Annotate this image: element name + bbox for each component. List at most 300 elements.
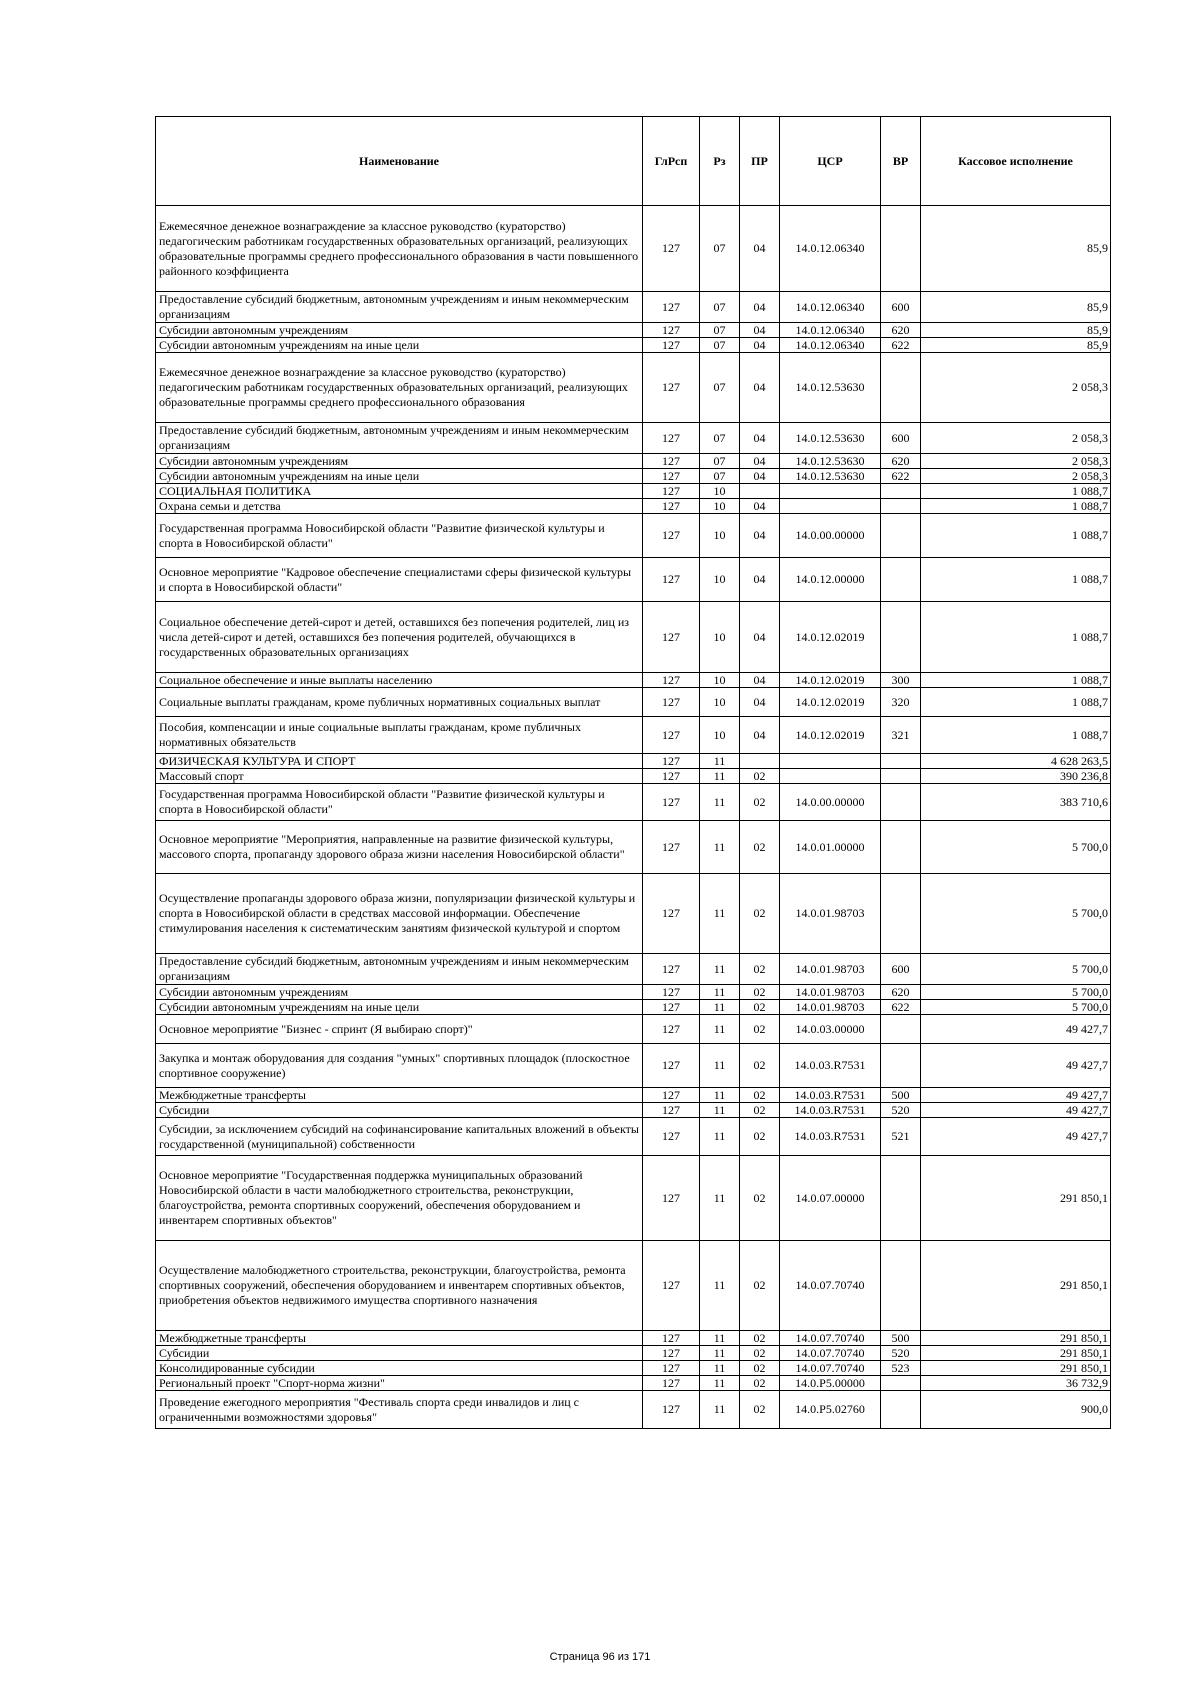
row-vr <box>881 1015 921 1044</box>
row-pr: 04 <box>740 423 780 454</box>
row-glrsp: 127 <box>643 673 700 688</box>
row-pr: 02 <box>740 821 780 874</box>
row-amount: 4 628 263,5 <box>921 754 1111 769</box>
row-vr: 620 <box>881 985 921 1000</box>
row-amount: 291 850,1 <box>921 1241 1111 1331</box>
row-csr: 14.0.03.R7531 <box>780 1118 881 1156</box>
row-glrsp: 127 <box>643 1346 700 1361</box>
row-csr <box>780 484 881 499</box>
table-row <box>156 454 1111 469</box>
row-glrsp: 127 <box>643 821 700 874</box>
header-name: Наименование <box>156 117 643 206</box>
row-glrsp: 127 <box>643 323 700 338</box>
row-glrsp: 127 <box>643 769 700 784</box>
row-rz: 07 <box>700 469 740 484</box>
row-pr: 02 <box>740 769 780 784</box>
row-glrsp: 127 <box>643 688 700 717</box>
row-vr: 622 <box>881 1000 921 1015</box>
row-vr <box>881 821 921 874</box>
row-pr: 02 <box>740 1000 780 1015</box>
row-name: Консолидированные субсидии <box>156 1361 643 1376</box>
row-rz: 07 <box>700 353 740 423</box>
row-pr: 02 <box>740 1376 780 1391</box>
row-glrsp: 127 <box>643 1044 700 1088</box>
row-vr <box>881 1376 921 1391</box>
row-rz: 11 <box>700 1376 740 1391</box>
row-csr: 14.0.00.00000 <box>780 514 881 558</box>
row-csr: 14.0.12.06340 <box>780 206 881 292</box>
row-amount: 49 427,7 <box>921 1088 1111 1103</box>
row-rz: 11 <box>700 985 740 1000</box>
row-pr: 04 <box>740 499 780 514</box>
row-amount: 36 732,9 <box>921 1376 1111 1391</box>
table-row <box>156 353 1111 423</box>
row-rz: 11 <box>700 1118 740 1156</box>
row-vr: 520 <box>881 1103 921 1118</box>
row-name: Ежемесячное денежное вознаграждение за классное руководство (кураторство) педагогическим работникам государственных образовательных организаций, реализующих образовательные программы среднего профессионального образования <box>156 353 643 423</box>
row-name: Социальные выплаты гражданам, кроме публичных нормативных социальных выплат <box>156 688 643 717</box>
row-pr: 02 <box>740 1331 780 1346</box>
table-row <box>156 602 1111 673</box>
row-amount: 291 850,1 <box>921 1156 1111 1241</box>
row-name: Межбюджетные трансферты <box>156 1331 643 1346</box>
row-csr: 14.0.01.98703 <box>780 954 881 985</box>
row-vr: 600 <box>881 292 921 323</box>
table-row <box>156 717 1111 754</box>
row-amount: 1 088,7 <box>921 717 1111 754</box>
row-vr <box>881 874 921 954</box>
table-row <box>156 673 1111 688</box>
table-row <box>156 784 1111 821</box>
row-glrsp: 127 <box>643 1391 700 1429</box>
row-amount: 5 700,0 <box>921 985 1111 1000</box>
row-name: Основное мероприятие "Бизнес - спринт (Я выбираю спорт)" <box>156 1015 643 1044</box>
table-row <box>156 338 1111 353</box>
row-vr: 321 <box>881 717 921 754</box>
row-name: Предоставление субсидий бюджетным, автономным учреждениям и иным некоммерческим организациям <box>156 954 643 985</box>
table-row <box>156 985 1111 1000</box>
row-rz: 11 <box>700 821 740 874</box>
row-rz: 07 <box>700 338 740 353</box>
row-vr <box>881 602 921 673</box>
row-csr: 14.0.12.53630 <box>780 353 881 423</box>
table-row <box>156 484 1111 499</box>
row-glrsp: 127 <box>643 1118 700 1156</box>
row-glrsp: 127 <box>643 754 700 769</box>
row-rz: 11 <box>700 1391 740 1429</box>
row-name: Субсидии автономным учреждениям на иные цели <box>156 338 643 353</box>
row-rz: 07 <box>700 292 740 323</box>
row-csr: 14.0.12.02019 <box>780 717 881 754</box>
table-row <box>156 769 1111 784</box>
row-vr <box>881 499 921 514</box>
row-rz: 07 <box>700 454 740 469</box>
row-pr: 04 <box>740 558 780 602</box>
row-pr: 04 <box>740 688 780 717</box>
row-pr <box>740 484 780 499</box>
row-name: Охрана семьи и детства <box>156 499 643 514</box>
row-amount: 5 700,0 <box>921 954 1111 985</box>
row-amount: 2 058,3 <box>921 454 1111 469</box>
row-pr: 04 <box>740 353 780 423</box>
row-rz: 11 <box>700 1331 740 1346</box>
row-vr <box>881 1391 921 1429</box>
row-vr <box>881 484 921 499</box>
row-amount: 49 427,7 <box>921 1015 1111 1044</box>
row-pr: 04 <box>740 454 780 469</box>
row-rz: 10 <box>700 558 740 602</box>
table-row <box>156 1015 1111 1044</box>
table-row <box>156 206 1111 292</box>
table-row <box>156 688 1111 717</box>
row-csr: 14.0.03.R7531 <box>780 1044 881 1088</box>
row-name: Ежемесячное денежное вознаграждение за классное руководство (кураторство) педагогическим работникам государственных образовательных организаций, реализующих образовательные программы среднего профессионального образования в части повышенного районного коэффициента <box>156 206 643 292</box>
row-name: Основное мероприятие "Кадровое обеспечение специалистами сферы физической культуры и спорта в Новосибирской области" <box>156 558 643 602</box>
row-glrsp: 127 <box>643 985 700 1000</box>
row-csr <box>780 499 881 514</box>
row-pr: 04 <box>740 673 780 688</box>
row-pr: 02 <box>740 954 780 985</box>
row-amount: 49 427,7 <box>921 1118 1111 1156</box>
table-row <box>156 1376 1111 1391</box>
row-vr <box>881 784 921 821</box>
row-rz: 10 <box>700 673 740 688</box>
table-row <box>156 754 1111 769</box>
row-glrsp: 127 <box>643 338 700 353</box>
row-csr <box>780 754 881 769</box>
row-csr: 14.0.07.70740 <box>780 1346 881 1361</box>
row-glrsp: 127 <box>643 602 700 673</box>
row-vr: 620 <box>881 454 921 469</box>
row-pr: 04 <box>740 206 780 292</box>
row-pr: 04 <box>740 514 780 558</box>
row-name: Предоставление субсидий бюджетным, автономным учреждениям и иным некоммерческим организациям <box>156 423 643 454</box>
row-vr: 521 <box>881 1118 921 1156</box>
row-csr: 14.0.01.98703 <box>780 985 881 1000</box>
row-name: Предоставление субсидий бюджетным, автономным учреждениям и иным некоммерческим организациям <box>156 292 643 323</box>
row-vr <box>881 754 921 769</box>
row-glrsp: 127 <box>643 353 700 423</box>
row-amount: 85,9 <box>921 292 1111 323</box>
row-glrsp: 127 <box>643 1331 700 1346</box>
row-pr: 04 <box>740 717 780 754</box>
budget-table <box>155 116 1111 1429</box>
row-rz: 11 <box>700 1044 740 1088</box>
row-rz: 11 <box>700 1156 740 1241</box>
row-rz: 10 <box>700 717 740 754</box>
table-row <box>156 1044 1111 1088</box>
row-amount: 85,9 <box>921 338 1111 353</box>
row-amount: 1 088,7 <box>921 688 1111 717</box>
row-glrsp: 127 <box>643 954 700 985</box>
row-pr: 02 <box>740 1391 780 1429</box>
table-row <box>156 1361 1111 1376</box>
row-csr: 14.0.03.00000 <box>780 1015 881 1044</box>
header-pr: ПР <box>740 117 780 206</box>
row-pr: 04 <box>740 602 780 673</box>
row-vr: 320 <box>881 688 921 717</box>
row-name: Социальное обеспечение и иные выплаты населению <box>156 673 643 688</box>
row-glrsp: 127 <box>643 514 700 558</box>
row-glrsp: 127 <box>643 469 700 484</box>
row-glrsp: 127 <box>643 1156 700 1241</box>
header-amount: Кассовое исполнение <box>921 117 1111 206</box>
row-vr: 300 <box>881 673 921 688</box>
row-csr: 14.0.12.02019 <box>780 673 881 688</box>
row-rz: 11 <box>700 954 740 985</box>
row-vr: 600 <box>881 954 921 985</box>
row-vr <box>881 1156 921 1241</box>
row-name: Субсидии автономным учреждениям на иные цели <box>156 1000 643 1015</box>
row-glrsp: 127 <box>643 1241 700 1331</box>
table-row <box>156 1103 1111 1118</box>
row-rz: 11 <box>700 874 740 954</box>
row-glrsp: 127 <box>643 499 700 514</box>
row-glrsp: 127 <box>643 1376 700 1391</box>
row-rz: 11 <box>700 1346 740 1361</box>
table-row <box>156 1391 1111 1429</box>
row-pr: 02 <box>740 985 780 1000</box>
row-pr <box>740 754 780 769</box>
row-csr: 14.0.07.00000 <box>780 1156 881 1241</box>
table-row <box>156 1331 1111 1346</box>
row-vr <box>881 206 921 292</box>
row-rz: 11 <box>700 1361 740 1376</box>
row-csr: 14.0.01.98703 <box>780 1000 881 1015</box>
table-row <box>156 874 1111 954</box>
row-csr: 14.0.12.06340 <box>780 338 881 353</box>
table-row <box>156 292 1111 323</box>
row-csr: 14.0.12.02019 <box>780 688 881 717</box>
row-amount: 1 088,7 <box>921 602 1111 673</box>
page-footer: Страница 96 из 171 <box>549 1651 651 1663</box>
row-pr: 02 <box>740 1103 780 1118</box>
table-row <box>156 821 1111 874</box>
row-name: Пособия, компенсации и иные социальные выплаты гражданам, кроме публичных нормативных обязательств <box>156 717 643 754</box>
row-glrsp: 127 <box>643 1103 700 1118</box>
row-csr: 14.0.12.00000 <box>780 558 881 602</box>
row-rz: 11 <box>700 754 740 769</box>
row-amount: 2 058,3 <box>921 469 1111 484</box>
row-pr: 02 <box>740 1156 780 1241</box>
row-name: СОЦИАЛЬНАЯ ПОЛИТИКА <box>156 484 643 499</box>
row-rz: 10 <box>700 602 740 673</box>
row-glrsp: 127 <box>643 1000 700 1015</box>
row-name: Субсидии автономным учреждениям на иные цели <box>156 469 643 484</box>
row-vr <box>881 769 921 784</box>
row-csr: 14.0.07.70740 <box>780 1361 881 1376</box>
row-rz: 11 <box>700 1000 740 1015</box>
row-vr: 520 <box>881 1346 921 1361</box>
row-csr: 14.0.03.R7531 <box>780 1088 881 1103</box>
row-glrsp: 127 <box>643 558 700 602</box>
row-amount: 1 088,7 <box>921 558 1111 602</box>
row-amount: 5 700,0 <box>921 874 1111 954</box>
header-csr: ЦСР <box>780 117 881 206</box>
row-amount: 1 088,7 <box>921 499 1111 514</box>
row-vr: 500 <box>881 1088 921 1103</box>
row-amount: 85,9 <box>921 323 1111 338</box>
row-csr: 14.0.03.R7531 <box>780 1103 881 1118</box>
row-glrsp: 127 <box>643 206 700 292</box>
row-glrsp: 127 <box>643 874 700 954</box>
table-row <box>156 1118 1111 1156</box>
row-vr: 622 <box>881 338 921 353</box>
row-rz: 10 <box>700 499 740 514</box>
row-amount: 291 850,1 <box>921 1346 1111 1361</box>
row-rz: 11 <box>700 1015 740 1044</box>
row-name: Субсидии автономным учреждениям <box>156 323 643 338</box>
row-amount: 49 427,7 <box>921 1103 1111 1118</box>
row-csr: 14.0.12.06340 <box>780 323 881 338</box>
row-csr <box>780 769 881 784</box>
row-rz: 11 <box>700 784 740 821</box>
row-glrsp: 127 <box>643 292 700 323</box>
row-csr: 14.0.12.53630 <box>780 469 881 484</box>
row-csr: 14.0.12.06340 <box>780 292 881 323</box>
row-amount: 85,9 <box>921 206 1111 292</box>
table-row <box>156 514 1111 558</box>
row-rz: 11 <box>700 1103 740 1118</box>
row-csr: 14.0.P5.00000 <box>780 1376 881 1391</box>
row-pr: 04 <box>740 323 780 338</box>
header-glrsp: ГлРсп <box>643 117 700 206</box>
row-pr: 02 <box>740 1346 780 1361</box>
row-amount: 291 850,1 <box>921 1361 1111 1376</box>
row-rz: 10 <box>700 514 740 558</box>
row-amount: 5 700,0 <box>921 1000 1111 1015</box>
table-row <box>156 499 1111 514</box>
row-rz: 10 <box>700 688 740 717</box>
row-name: Региональный проект "Спорт-норма жизни" <box>156 1376 643 1391</box>
row-name: Субсидии автономным учреждениям <box>156 454 643 469</box>
row-glrsp: 127 <box>643 454 700 469</box>
row-rz: 07 <box>700 423 740 454</box>
table-row <box>156 558 1111 602</box>
row-amount: 291 850,1 <box>921 1331 1111 1346</box>
row-name: Проведение ежегодного мероприятия "Фестиваль спорта среди инвалидов и лиц с ограниченными возможностями здоровья" <box>156 1391 643 1429</box>
row-name: Субсидии автономным учреждениям <box>156 985 643 1000</box>
row-name: ФИЗИЧЕСКАЯ КУЛЬТУРА И СПОРТ <box>156 754 643 769</box>
row-name: Субсидии <box>156 1103 643 1118</box>
row-csr: 14.0.12.53630 <box>780 423 881 454</box>
row-rz: 10 <box>700 484 740 499</box>
row-rz: 11 <box>700 769 740 784</box>
row-glrsp: 127 <box>643 1088 700 1103</box>
table-row <box>156 1088 1111 1103</box>
row-pr: 04 <box>740 292 780 323</box>
row-rz: 11 <box>700 1241 740 1331</box>
row-amount: 49 427,7 <box>921 1044 1111 1088</box>
row-pr: 02 <box>740 1015 780 1044</box>
row-glrsp: 127 <box>643 717 700 754</box>
row-amount: 2 058,3 <box>921 353 1111 423</box>
table-header-row <box>156 117 1111 206</box>
row-amount: 2 058,3 <box>921 423 1111 454</box>
row-vr <box>881 514 921 558</box>
row-pr: 02 <box>740 1044 780 1088</box>
row-pr: 04 <box>740 469 780 484</box>
row-amount: 5 700,0 <box>921 821 1111 874</box>
row-amount: 1 088,7 <box>921 514 1111 558</box>
row-pr: 02 <box>740 874 780 954</box>
row-name: Государственная программа Новосибирской области "Развитие физической культуры и спорта в Новосибирской области" <box>156 784 643 821</box>
row-pr: 02 <box>740 1241 780 1331</box>
row-name: Осуществление малобюджетного строительства, реконструкции, благоустройства, ремонта спортивных сооружений, обеспечения оборудованием и инвентарем спортивных объектов, приобретения объектов недвижимого имущества спортивного назначения <box>156 1241 643 1331</box>
row-name: Государственная программа Новосибирской области "Развитие физической культуры и спорта в Новосибирской области" <box>156 514 643 558</box>
row-csr: 14.0.01.98703 <box>780 874 881 954</box>
row-pr: 02 <box>740 1088 780 1103</box>
row-amount: 1 088,7 <box>921 484 1111 499</box>
header-vr: ВР <box>881 117 921 206</box>
row-vr <box>881 558 921 602</box>
row-name: Субсидии, за исключением субсидий на софинансирование капитальных вложений в объекты государственной (муниципальной) собственности <box>156 1118 643 1156</box>
row-vr <box>881 1044 921 1088</box>
row-csr: 14.0.12.53630 <box>780 454 881 469</box>
table-row <box>156 1241 1111 1331</box>
table-row <box>156 1156 1111 1241</box>
row-name: Осуществление пропаганды здорового образа жизни, популяризации физической культуры и спорта в Новосибирской области в средствах массовой информации. Обеспечение стимулирования населения к систематическим занятиям физической культурой и спортом <box>156 874 643 954</box>
row-glrsp: 127 <box>643 1361 700 1376</box>
row-amount: 900,0 <box>921 1391 1111 1429</box>
row-amount: 1 088,7 <box>921 673 1111 688</box>
row-csr: 14.0.P5.02760 <box>780 1391 881 1429</box>
row-pr: 02 <box>740 1118 780 1156</box>
row-name: Массовый спорт <box>156 769 643 784</box>
table-row <box>156 423 1111 454</box>
row-name: Основное мероприятие "Мероприятия, направленные на развитие физической культуры, массового спорта, пропаганду здорового образа жизни населения Новосибирской области" <box>156 821 643 874</box>
row-vr: 622 <box>881 469 921 484</box>
row-csr: 14.0.01.00000 <box>780 821 881 874</box>
row-glrsp: 127 <box>643 423 700 454</box>
table-row <box>156 954 1111 985</box>
row-glrsp: 127 <box>643 1015 700 1044</box>
row-rz: 11 <box>700 1088 740 1103</box>
row-amount: 390 236,8 <box>921 769 1111 784</box>
row-rz: 07 <box>700 206 740 292</box>
row-pr: 04 <box>740 338 780 353</box>
row-vr: 523 <box>881 1361 921 1376</box>
table-row <box>156 1346 1111 1361</box>
row-vr: 600 <box>881 423 921 454</box>
row-name: Закупка и монтаж оборудования для создания "умных" спортивных площадок (плоскостное спортивное сооружение) <box>156 1044 643 1088</box>
row-name: Субсидии <box>156 1346 643 1361</box>
row-vr <box>881 353 921 423</box>
row-pr: 02 <box>740 1361 780 1376</box>
table-row <box>156 323 1111 338</box>
row-glrsp: 127 <box>643 484 700 499</box>
budget-table-container <box>155 116 1110 1429</box>
row-vr: 500 <box>881 1331 921 1346</box>
row-glrsp: 127 <box>643 784 700 821</box>
header-rz: Рз <box>700 117 740 206</box>
table-row <box>156 1000 1111 1015</box>
row-vr <box>881 1241 921 1331</box>
row-csr: 14.0.07.70740 <box>780 1241 881 1331</box>
row-name: Межбюджетные трансферты <box>156 1088 643 1103</box>
row-pr: 02 <box>740 784 780 821</box>
table-row <box>156 469 1111 484</box>
row-rz: 07 <box>700 323 740 338</box>
row-csr: 14.0.07.70740 <box>780 1331 881 1346</box>
row-amount: 383 710,6 <box>921 784 1111 821</box>
row-name: Основное мероприятие "Государственная поддержка муниципальных образований Новосибирской области в части малобюджетного строительства, реконструкции, благоустройства, ремонта спортивных сооружений, обеспечения оборудованием и инвентарем спортивных объектов" <box>156 1156 643 1241</box>
row-vr: 620 <box>881 323 921 338</box>
row-csr: 14.0.00.00000 <box>780 784 881 821</box>
row-csr: 14.0.12.02019 <box>780 602 881 673</box>
row-name: Социальное обеспечение детей-сирот и детей, оставшихся без попечения родителей, лиц из числа детей-сирот и детей, оставшихся без попечения родителей, обучающихся в государственных образовательных организациях <box>156 602 643 673</box>
table-body <box>156 206 1111 1429</box>
